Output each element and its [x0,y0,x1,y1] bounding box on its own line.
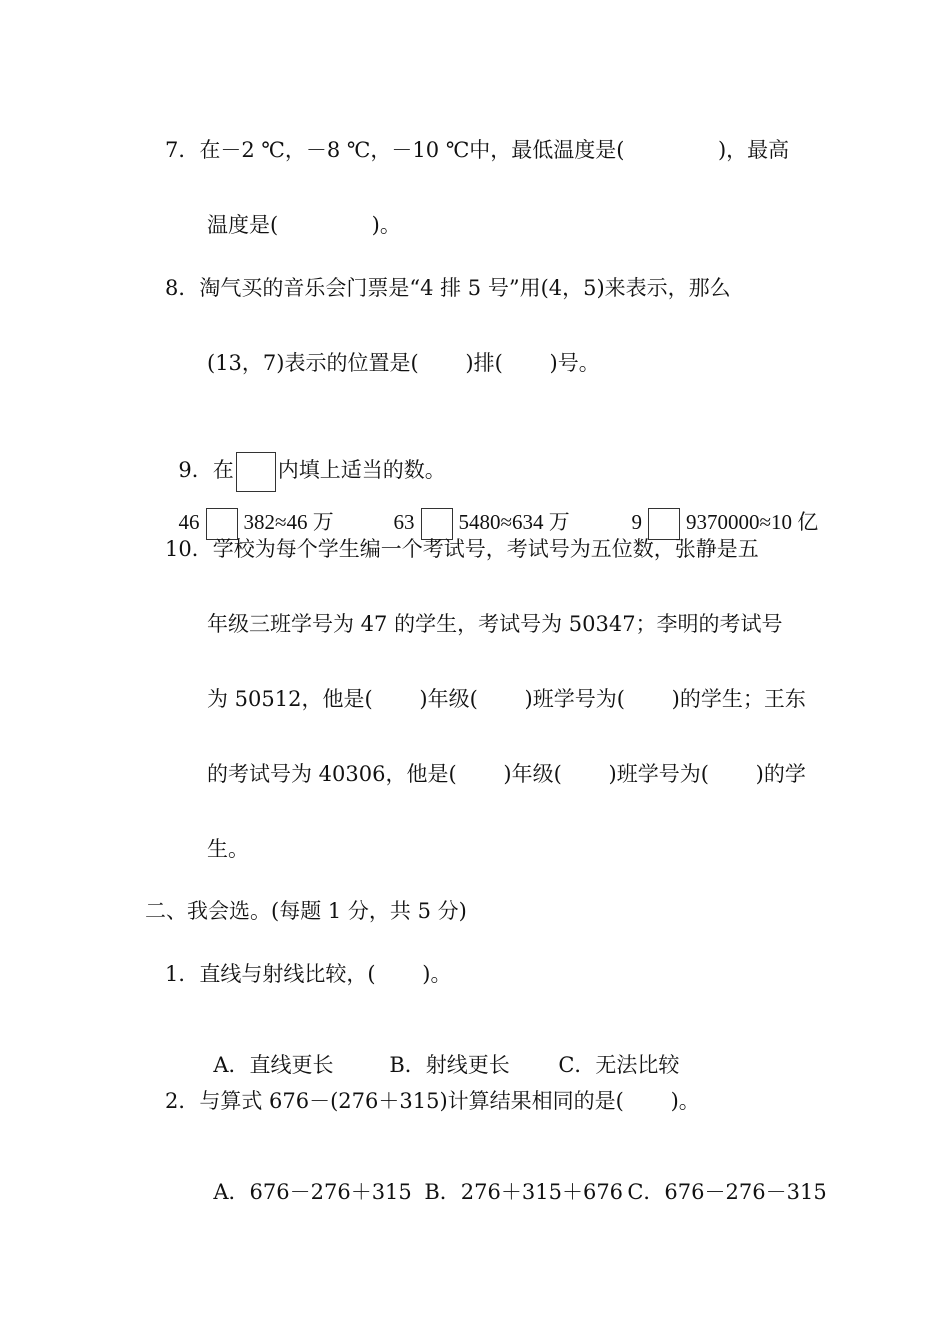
q10-line1: 10．学校为每个学生编一个考试号，考试号为五位数，张静是五 [165,537,759,561]
q8-line2: (13，7)表示的位置是( )排( )号。 [207,351,600,375]
option-c[interactable]: C．676－276－315 [627,1180,827,1204]
option-a[interactable]: A．直线更长 [213,1053,334,1077]
s2q1-stem: 1．直线与射线比较，( )。 [165,962,452,986]
s2q1-options [200,1023,679,1079]
q10-line5: 生。 [207,837,249,861]
q9-item-left: 46 [178,510,200,534]
s2q2-options [200,1150,827,1206]
option-a[interactable]: A．676－276＋315 [213,1180,412,1204]
option-b[interactable]: B．276＋315＋676 [424,1180,624,1204]
q9-suffix: 内填上适当的数。 [277,458,446,482]
q10-line4: 的考试号为 40306，他是( )年级( )班学号为( )的学 [207,762,806,786]
q7-line1: 7．在－2 ℃，－8 ℃，－10 ℃中，最低温度是( )，最高 [165,138,790,162]
q9-prefix: 9．在 [178,458,234,482]
s2q2-stem: 2．与算式 676－(276＋315)计算结果相同的是( )。 [165,1089,700,1113]
q9-item-right: 9370000≈10 亿 [686,510,819,534]
q9-item-left: 9 [631,510,642,534]
q9-item-right: 382≈46 万 [243,510,334,534]
q7-line2: 温度是( )。 [207,213,401,237]
q9-items [168,471,818,540]
option-b[interactable]: B．射线更长 [389,1053,510,1077]
q10-line2: 年级三班学号为 47 的学生，考试号为 50347；李明的考试号 [207,612,783,636]
option-c[interactable]: C．无法比较 [558,1053,680,1077]
q8-line1: 8．淘气买的音乐会门票是“4 排 5 号”用(4，5)来表示，那么 [165,276,731,300]
section2-title: 二、我会选。(每题 1 分，共 5 分) [145,899,467,923]
q9-item-right: 5480≈634 万 [458,510,570,534]
q10-line3: 为 50512，他是( )年级( )班学号为( )的学生；王东 [207,687,806,711]
q9-item-left: 63 [393,510,415,534]
